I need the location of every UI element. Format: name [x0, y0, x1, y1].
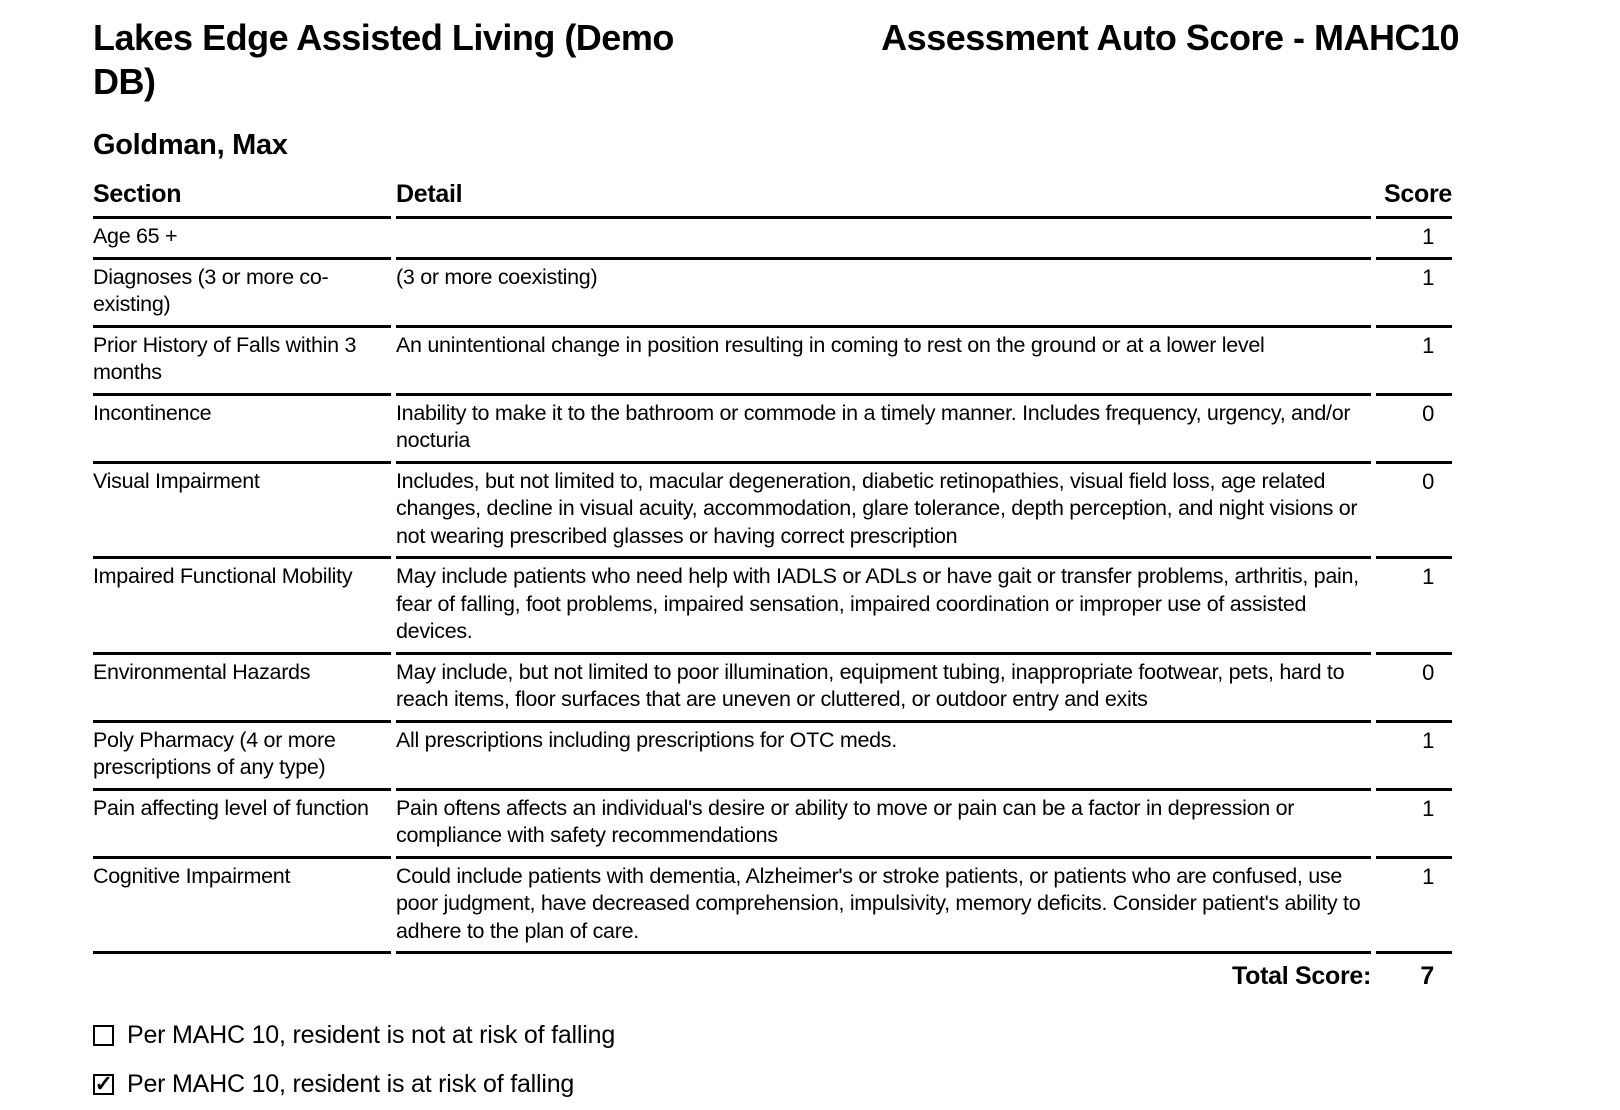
score-cell: 1 [1376, 791, 1452, 859]
risk-option-not-at-risk-label: Per MAHC 10, resident is not at risk of falling [127, 1020, 616, 1049]
table-header-row [93, 178, 1452, 219]
table-row [93, 723, 1452, 791]
detail-cell [396, 219, 1371, 260]
section-cell: Impaired Functional Mobility [93, 559, 391, 655]
column-header-score: Score [1376, 178, 1452, 219]
score-cell: 0 [1376, 396, 1452, 464]
score-cell: 1 [1376, 859, 1452, 955]
risk-option-not-at-risk [93, 1021, 1620, 1050]
report-header [93, 16, 1459, 104]
score-cell: 1 [1376, 723, 1452, 791]
section-cell: Incontinence [93, 396, 391, 464]
total-score-value: 7 [1420, 962, 1434, 990]
section-cell: Prior History of Falls within 3 months [93, 328, 391, 396]
table-row [93, 396, 1452, 464]
section-cell: Cognitive Impairment [93, 859, 391, 955]
column-header-detail: Detail [396, 178, 1371, 219]
section-cell: Visual Impairment [93, 464, 391, 560]
section-cell: Environmental Hazards [93, 655, 391, 723]
score-cell: 1 [1376, 559, 1452, 655]
risk-option-at-risk [93, 1070, 1620, 1099]
table-row [93, 219, 1452, 260]
score-cell: 0 [1376, 464, 1452, 560]
table-row [93, 260, 1452, 328]
table-row [93, 559, 1452, 655]
score-cell: 1 [1376, 328, 1452, 396]
table-row [93, 464, 1452, 560]
total-spacer-cell [93, 954, 391, 997]
section-cell: Age 65 + [93, 219, 391, 260]
section-cell: Pain affecting level of function [93, 791, 391, 859]
detail-cell: (3 or more coexisting) [396, 260, 1371, 328]
detail-cell: May include patients who need help with IADLS or ADLs or have gait or transfer problems, arthritis, pain, fear of falling, foot problems, impaired sensation, impaired coordination or improper use of assisted devices. [396, 559, 1371, 655]
total-score-label: Total Score: [1231, 962, 1371, 990]
detail-cell: Could include patients with dementia, Alzheimer's or stroke patients, or patients who are confused, use poor judgment, have decreased comprehension, impulsivity, memory deficits. Consider patient's ability to adhere to the plan of care. [396, 859, 1371, 955]
report-title: Assessment Auto Score - MAHC10 [881, 17, 1459, 58]
resident-name: Goldman, Max [93, 129, 288, 161]
table-row [93, 655, 1452, 723]
score-cell: 1 [1376, 260, 1452, 328]
score-table [88, 178, 1457, 997]
detail-cell: Includes, but not limited to, macular degeneration, diabetic retinopathies, visual field loss, age related changes, decline in visual acuity, accommodation, glare tolerance, depth perception, and night visions or not wearing prescribed glasses or having correct prescription [396, 464, 1371, 560]
column-header-section: Section [93, 178, 391, 219]
score-cell: 1 [1376, 219, 1452, 260]
risk-option-at-risk-label: Per MAHC 10, resident is at risk of falling [127, 1069, 575, 1098]
table-row [93, 859, 1452, 955]
checkbox-at-risk-icon[interactable]: ✓ [94, 1071, 113, 1096]
score-cell: 0 [1376, 655, 1452, 723]
section-cell: Poly Pharmacy (4 or more prescriptions of any type) [93, 723, 391, 791]
detail-cell: All prescriptions including prescriptions for OTC meds. [396, 723, 1371, 791]
section-cell: Diagnoses (3 or more co-existing) [93, 260, 391, 328]
detail-cell: Inability to make it to the bathroom or commode in a timely manner. Includes frequency, urgency, and/or nocturia [396, 396, 1371, 464]
table-row [93, 791, 1452, 859]
table-row [93, 328, 1452, 396]
risk-conclusion-options [93, 1021, 1620, 1099]
detail-cell: May include, but not limited to poor illumination, equipment tubing, inappropriate footwear, pets, hard to reach items, floor surfaces that are uneven or cluttered, or outdoor entry and exits [396, 655, 1371, 723]
total-score-row [93, 954, 1452, 997]
detail-cell: Pain oftens affects an individual's desire or ability to move or pain can be a factor in depression or compliance with safety recommendations [396, 791, 1371, 859]
facility-title: Lakes Edge Assisted Living (Demo DB) [93, 17, 674, 102]
checkbox-not-at-risk-icon[interactable] [93, 1025, 114, 1046]
detail-cell: An unintentional change in position resulting in coming to rest on the ground or at a lower level [396, 328, 1371, 396]
